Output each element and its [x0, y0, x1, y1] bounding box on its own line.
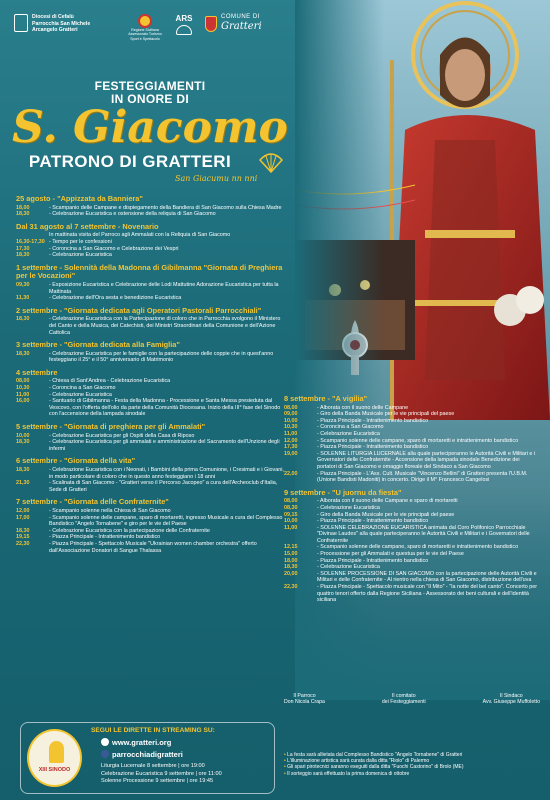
schedule-desc: - Celebrazione Eucaristica per le famiglie con la partecipazione delle coppie che in quest'anno festeggiano il 25° e il 50° anniversario di Matrimonio: [49, 350, 274, 364]
schedule-desc: - Piazza Principale - Intrattenimento bandistico: [317, 518, 429, 525]
left-section: [16, 341, 284, 364]
schedule-row: [284, 431, 540, 438]
schedule-time: 18,30: [16, 252, 30, 259]
schedule-time: 19,00: [284, 450, 298, 457]
schedule-time: 12,00: [284, 437, 298, 444]
schedule-time: 09,00: [284, 411, 298, 418]
schedule-row: [16, 239, 284, 246]
schedule-time: 19,15: [16, 534, 30, 541]
schedule-row: [16, 433, 284, 440]
left-section: [16, 264, 284, 302]
schedule-desc: - Alborata con il suono delle Campane e sparo di mortaretti: [317, 498, 458, 505]
schedule-desc: - Scampanio solenne delle campane, sparo di mortaretti e intrattenimento bandistico: [317, 544, 519, 551]
signature-parroco: Il Parroco Don Nicola Crapa: [284, 693, 325, 706]
schedule-row: [16, 480, 284, 493]
section-heading: 25 agosto - "Appizzata da Banniera": [16, 194, 143, 203]
dialect-subtitle: San Giacumu nn nni: [175, 174, 258, 183]
schedule-desc: - Piazza Principale - Spettacolo musicale con "Il Mito" - "la notte del bel canto". Concerto per quattro tenori offerto dalla Regione Siciliana - Assessorato dei beni culturali e dell'identità siciliana: [317, 584, 538, 604]
schedule-time: 21,30: [16, 480, 30, 487]
schedule-desc: - Coroncina a San Giacomo e Celebrazione dei Vespri: [49, 245, 179, 252]
stream-title: SEGUI LE DIRETTE IN STREAMING SU:: [91, 727, 215, 734]
schedule-row: [284, 438, 540, 445]
schedule-row: [16, 282, 284, 295]
parish-label: Parrocchia San Michele Arcangelo Gratteri: [32, 20, 91, 33]
section-heading: 5 settembre - "Giornata di preghiera per gli Ammalati": [16, 422, 206, 432]
schedule-time: 18,30: [16, 350, 30, 357]
schedule-desc: - Piazza Principale - Intrattenimento bandistico: [317, 557, 429, 564]
schedule-desc: - Giro della Banda Musicale per le vie principali del paese: [317, 411, 455, 418]
footer-notes: [284, 752, 540, 777]
schedule-desc: - Alborata con il suono delle Campane: [317, 404, 409, 411]
schedule-desc: - Coroncina a San Giacomo: [317, 424, 384, 431]
schedule-desc: - Celebrazione Eucaristica con i Neonati, i Bambini della prima Comunione, i Cresimati e i Giovani, in modo particolare di coloro che in questo anno festeggiano i 18 anni: [49, 467, 284, 480]
schedule-time: 18,00: [16, 204, 30, 211]
schedule-row: [16, 351, 284, 364]
note-item: • La festa sarà allietata dal Complesso Bandistico "Angelo Tornabene" di Gratteri: [284, 752, 463, 758]
schedule-time: 18,30: [284, 564, 298, 571]
schedule-time: 12,00: [16, 507, 30, 514]
schedule-row: [16, 467, 284, 480]
schedule-row: [284, 564, 540, 571]
schedule-desc: - Processione per gli Ammalati e questua per le vie del Paese: [317, 551, 464, 558]
note-item: • Il sorteggio sarà effettuato la prima domenica di ottobre: [284, 770, 410, 777]
schedule-time: [16, 232, 46, 239]
schedule-time: 09,30: [16, 281, 30, 288]
schedule-row: [16, 541, 284, 554]
comune-small: COMUNE DI: [221, 14, 260, 20]
schedule-row: [284, 571, 540, 584]
left-section: [16, 423, 284, 452]
schedule-row: [16, 232, 284, 239]
schedule-row: [284, 544, 540, 551]
schedule-row: [284, 451, 540, 471]
schedule-row: [16, 252, 284, 259]
schedule-time: 20,00: [284, 570, 298, 577]
schedule-row: [284, 584, 540, 604]
schedule-time: 18,30: [16, 467, 30, 473]
ars-logo: [172, 14, 196, 35]
schedule-time: 18,30: [16, 439, 30, 446]
schedule-time: 16,00: [16, 398, 30, 405]
section-heading: 9 settembre - "U juornu da fiesta": [284, 487, 402, 497]
schedule-time: 17,00: [16, 514, 30, 521]
schedule-time: 11,00: [16, 391, 30, 398]
schedule-desc: - Chiesa di Sant'Andrea - Celebrazione Eucaristica: [49, 378, 171, 385]
schedule-desc: - Celebrazione Eucaristica e ostensione della reliquia di San Giacomo: [49, 211, 216, 218]
schedule-desc: - Celebrazione Eucaristica: [317, 430, 380, 437]
schedule-desc: - Celebrazione Eucaristica per gli ammalati e amministrazione del Sacramento dell'Unzione degli infermi: [49, 439, 280, 452]
schedule-time: 12,15: [284, 544, 298, 551]
schedule-desc: - Celebrazione Eucaristica: [317, 564, 380, 571]
left-section: [16, 195, 284, 218]
streaming-box: [20, 722, 275, 794]
schedule-desc: - Esposizione Eucaristica e Celebrazione delle Lodi Mattutine Adorazione Eucaristica per tutta la Mattinata: [49, 281, 279, 295]
stream-items: [101, 763, 222, 786]
stream-item: Liturgia Lucernale 8 settembre | ore 19:00: [101, 763, 205, 769]
schedule-time: 11,00: [284, 524, 298, 531]
left-section: [16, 223, 284, 259]
section-heading: 3 settembre - "Giornata dedicata alla Famiglia": [16, 340, 180, 350]
schedule-row: [284, 505, 540, 512]
schedule-desc: - SOLENNE LITURGIA LUCERNALE alla quale parteciperanno le Autorità Civili e Militari e i Governatori delle Confraternite - Accensione della lampada sinodale Benedizione dei portatori di San Giacomo e omaggio floreale del Sindaco a San Giacomo: [317, 450, 536, 470]
schedule-desc: - Scampanio delle Campane e dispiegamento della Bandiera di San Giacomo sulla Chiesa Madre: [49, 204, 282, 211]
right-program: [284, 395, 540, 609]
schedule-desc: - Piazza Principale - L'Ass. Cult. Musicale "Vincenzo Bellini" di Gratteri presenta l'U.B.M. (Unione Bandisti Madoniti) in concerto. Dirige il M° Francesco Cangelosi: [317, 470, 528, 484]
schedule-row: [16, 378, 284, 385]
section-heading: Dal 31 agosto al 7 settembre - Novenario: [16, 221, 159, 231]
schedule-time: 08,30: [284, 504, 298, 511]
schedule-time: 09,15: [284, 511, 298, 518]
schedule-desc: - Piazza Principale - Intrattenimento bandistico: [49, 534, 161, 541]
signatures: [284, 693, 540, 705]
stream-site-link[interactable]: www.gratteri.org: [101, 738, 171, 747]
schedule-desc: - Scampanio solenne delle campane, sparo di mortaretti, ingresso Musicale a cura del Complesso Bandistico "Angelo Tornabene" e giro per le vie del Paese: [49, 514, 283, 528]
schedule-row: [284, 498, 540, 505]
schedule-row: [16, 385, 284, 392]
schedule-desc: - Scampanio solenne nella Chiesa di San Giacomo: [49, 507, 171, 514]
schedule-row: [284, 518, 540, 525]
schedule-row: [284, 444, 540, 451]
schedule-row: [284, 405, 540, 412]
schedule-time: 18,30: [16, 211, 30, 218]
schedule-row: [284, 551, 540, 558]
region-label: Regione Siciliana Assessorato Turismo Sport e Spettacolo: [128, 28, 162, 41]
ars-label: ARS: [175, 14, 193, 23]
schedule-row: [284, 418, 540, 425]
patron-line: PATRONO DI GRATTERI: [28, 152, 232, 171]
signature-comitato: Il comitato dei Festeggiamenti: [381, 693, 426, 706]
schedule-row: [16, 515, 284, 528]
schedule-row: [284, 411, 540, 418]
schedule-row: [16, 398, 284, 418]
schedule-time: 22,30: [16, 540, 30, 547]
schedule-row: [284, 558, 540, 565]
schedule-time: 18,00: [284, 557, 298, 564]
schedule-row: [16, 508, 284, 515]
stream-facebook-link[interactable]: parrocchiadigratteri: [101, 750, 183, 759]
section-heading: 6 settembre - "Giornata della vita": [16, 456, 136, 466]
comune-big: Gratteri: [221, 21, 262, 32]
schedule-time: 11,30: [16, 295, 30, 302]
section-heading: 4 settembre: [16, 367, 58, 377]
schedule-row: [16, 439, 284, 452]
schedule-time: 08,00: [284, 498, 298, 505]
schedule-desc: - Tempo per le confessioni: [49, 238, 112, 245]
schedule-row: [284, 512, 540, 519]
left-section: [16, 369, 284, 418]
schedule-time: 22,30: [284, 584, 298, 591]
schedule-desc: - SOLENNE CELEBRAZIONE EUCARISTICA animata dal Coro Polifonico Parrocchiale "Divinae Laudes" alla quale parteciperanno le Autorità Civili e Militari e i Governatori delle Confraternite: [317, 524, 530, 544]
schedule-desc: - Santuario di Gibilmanna - Festa della Madonna - Processione e Santa Messa presieduta dal Vescovo, con l'offerta dell'olio da parte della Comunità Diocesana. Inizio della III° fase del Sinodo con l'accensione della lampada sinodale: [49, 398, 281, 418]
schedule-desc: - Giro della Banda Musicale per le vie principali del paese: [317, 511, 455, 518]
schedule-time: 10,00: [16, 432, 30, 439]
right-section: [284, 395, 540, 484]
schedule-row: [16, 534, 284, 541]
saint-name: S. Giacomo: [12, 102, 288, 153]
schedule-desc: - Celebrazione Eucaristica con la partecipazione delle Confraternite: [49, 527, 210, 534]
schedule-time: 11,00: [284, 430, 298, 437]
title-line1: FESTEGGIAMENTI: [94, 79, 206, 93]
schedule-time: 10,30: [16, 385, 30, 392]
region-logo: [125, 14, 165, 41]
schedule-time: 16,30-17,30: [16, 238, 45, 245]
schedule-time: 08,00: [284, 404, 298, 411]
schedule-desc: - Scampanio solenne delle campane, sparo di mortaretti e intrattenimento bandistico: [317, 437, 519, 444]
stream-item: Celebrazione Eucaristica 9 settembre | ore 11:00: [101, 770, 222, 777]
schedule-desc: In mattinata visita del Parroco agli Ammalati con la Reliquia di San Giacomo: [49, 232, 231, 239]
right-section: [284, 489, 540, 604]
section-heading: 7 settembre - "Giornata delle Confraternite": [16, 497, 169, 507]
schedule-desc: - Piazza Principale - Spettacolo Musicale "Ukrainian women chamber orchestra" offerto dall'Associazione Donatori di Sangue Thalassa: [49, 540, 257, 554]
schedule-desc: - Celebrazione Eucaristica per gli Ospiti della Casa di Riposo: [49, 432, 195, 439]
schedule-row: [16, 205, 284, 212]
schedule-desc: - Piazza Principale - Intrattenimento bandistico: [317, 444, 429, 451]
schedule-time: 17,30: [16, 245, 30, 252]
globe-icon: [101, 738, 109, 746]
schedule-time: 22,00: [284, 470, 298, 477]
diocese-label: Diocesi di Cefalù: [32, 14, 74, 20]
schedule-row: [16, 392, 284, 399]
scallop-shell-icon: [258, 152, 284, 174]
schedule-time: 18,30: [16, 527, 30, 534]
schedule-desc: - Piazza Principale - Intrattenimento bandistico: [317, 417, 429, 424]
schedule-desc: - Celebrazione Eucaristica con la Partecipazione di coloro che in Parrocchia svolgono il Ministero del Canto e della Musica, dei Catechisti, dei Ministri Straordinari della Comunione e dell'Azione Cattolica: [49, 316, 281, 336]
schedule-desc: - Coroncina a San Giacomo: [49, 385, 116, 392]
schedule-row: [16, 246, 284, 253]
schedule-time: 17,30: [284, 444, 298, 451]
schedule-desc: - Celebrazione Eucaristica: [49, 391, 112, 398]
schedule-desc: - SOLENNE PROCESSIONE DI SAN GIACOMO con la partecipazione delle Autorità Civili e Militari e delle Confraternite - Al rientro nella chiesa di San Giacomo, distribuzione dell'uva: [317, 570, 537, 584]
section-heading: 2 settembre - "Giornata dedicata agli Operatori Pastorali Parrocchiali": [16, 305, 262, 315]
left-section: [16, 457, 284, 493]
schedule-row: [284, 471, 540, 484]
synod-logo: XIII SINODO: [27, 729, 82, 787]
schedule-row: [284, 424, 540, 431]
schedule-time: 08,00: [16, 378, 30, 385]
section-heading: 8 settembre - "A vigilia": [284, 394, 368, 403]
left-program: [16, 195, 284, 559]
schedule-desc: - Celebrazione Eucaristica: [317, 504, 380, 511]
left-section: [16, 307, 284, 336]
left-section: [16, 498, 284, 554]
title-line2: IN ONORE DI: [111, 92, 189, 106]
signature-sindaco: Il Sindaco Avv. Giuseppe Muffoletto: [482, 693, 540, 706]
schedule-desc: - Celebrazione dell'Ora sesta e benedizione Eucaristica: [49, 295, 182, 302]
stream-item: Solenne Processione 9 settembre | ore 19:45: [101, 778, 214, 784]
schedule-row: [16, 295, 284, 302]
schedule-time: 10,00: [284, 417, 298, 424]
schedule-time: 10,30: [284, 424, 298, 431]
schedule-time: 18,30: [16, 316, 30, 323]
schedule-desc: - Celebrazione Eucaristica: [49, 252, 112, 259]
schedule-time: 15,00: [284, 551, 298, 558]
schedule-desc: - Scalinata di San Giacomo - "Gratteri verso il Percorso Jacopeo" a cura dell'Archeoclub d'Italia, Sede di Gratteri: [49, 480, 278, 493]
schedule-row: [16, 528, 284, 535]
schedule-row: [16, 316, 284, 336]
note-item: • Gli spari pirotecnici saranno eseguiti dalla ditta "Fuochi Castorino" di Brolo (ME): [284, 764, 464, 771]
facebook-icon: [101, 750, 109, 758]
schedule-row: [16, 211, 284, 218]
schedule-time: 10,00: [284, 518, 298, 525]
schedule-row: [284, 525, 540, 545]
section-heading: 1 settembre - Solennità della Madonna di Gibilmanna "Giornata di Preghiera per le Vocazioni": [16, 262, 283, 281]
note-item: • L'illuminazione artistica sarà curata dalla ditta "Riolo" di Palermo: [284, 758, 430, 765]
